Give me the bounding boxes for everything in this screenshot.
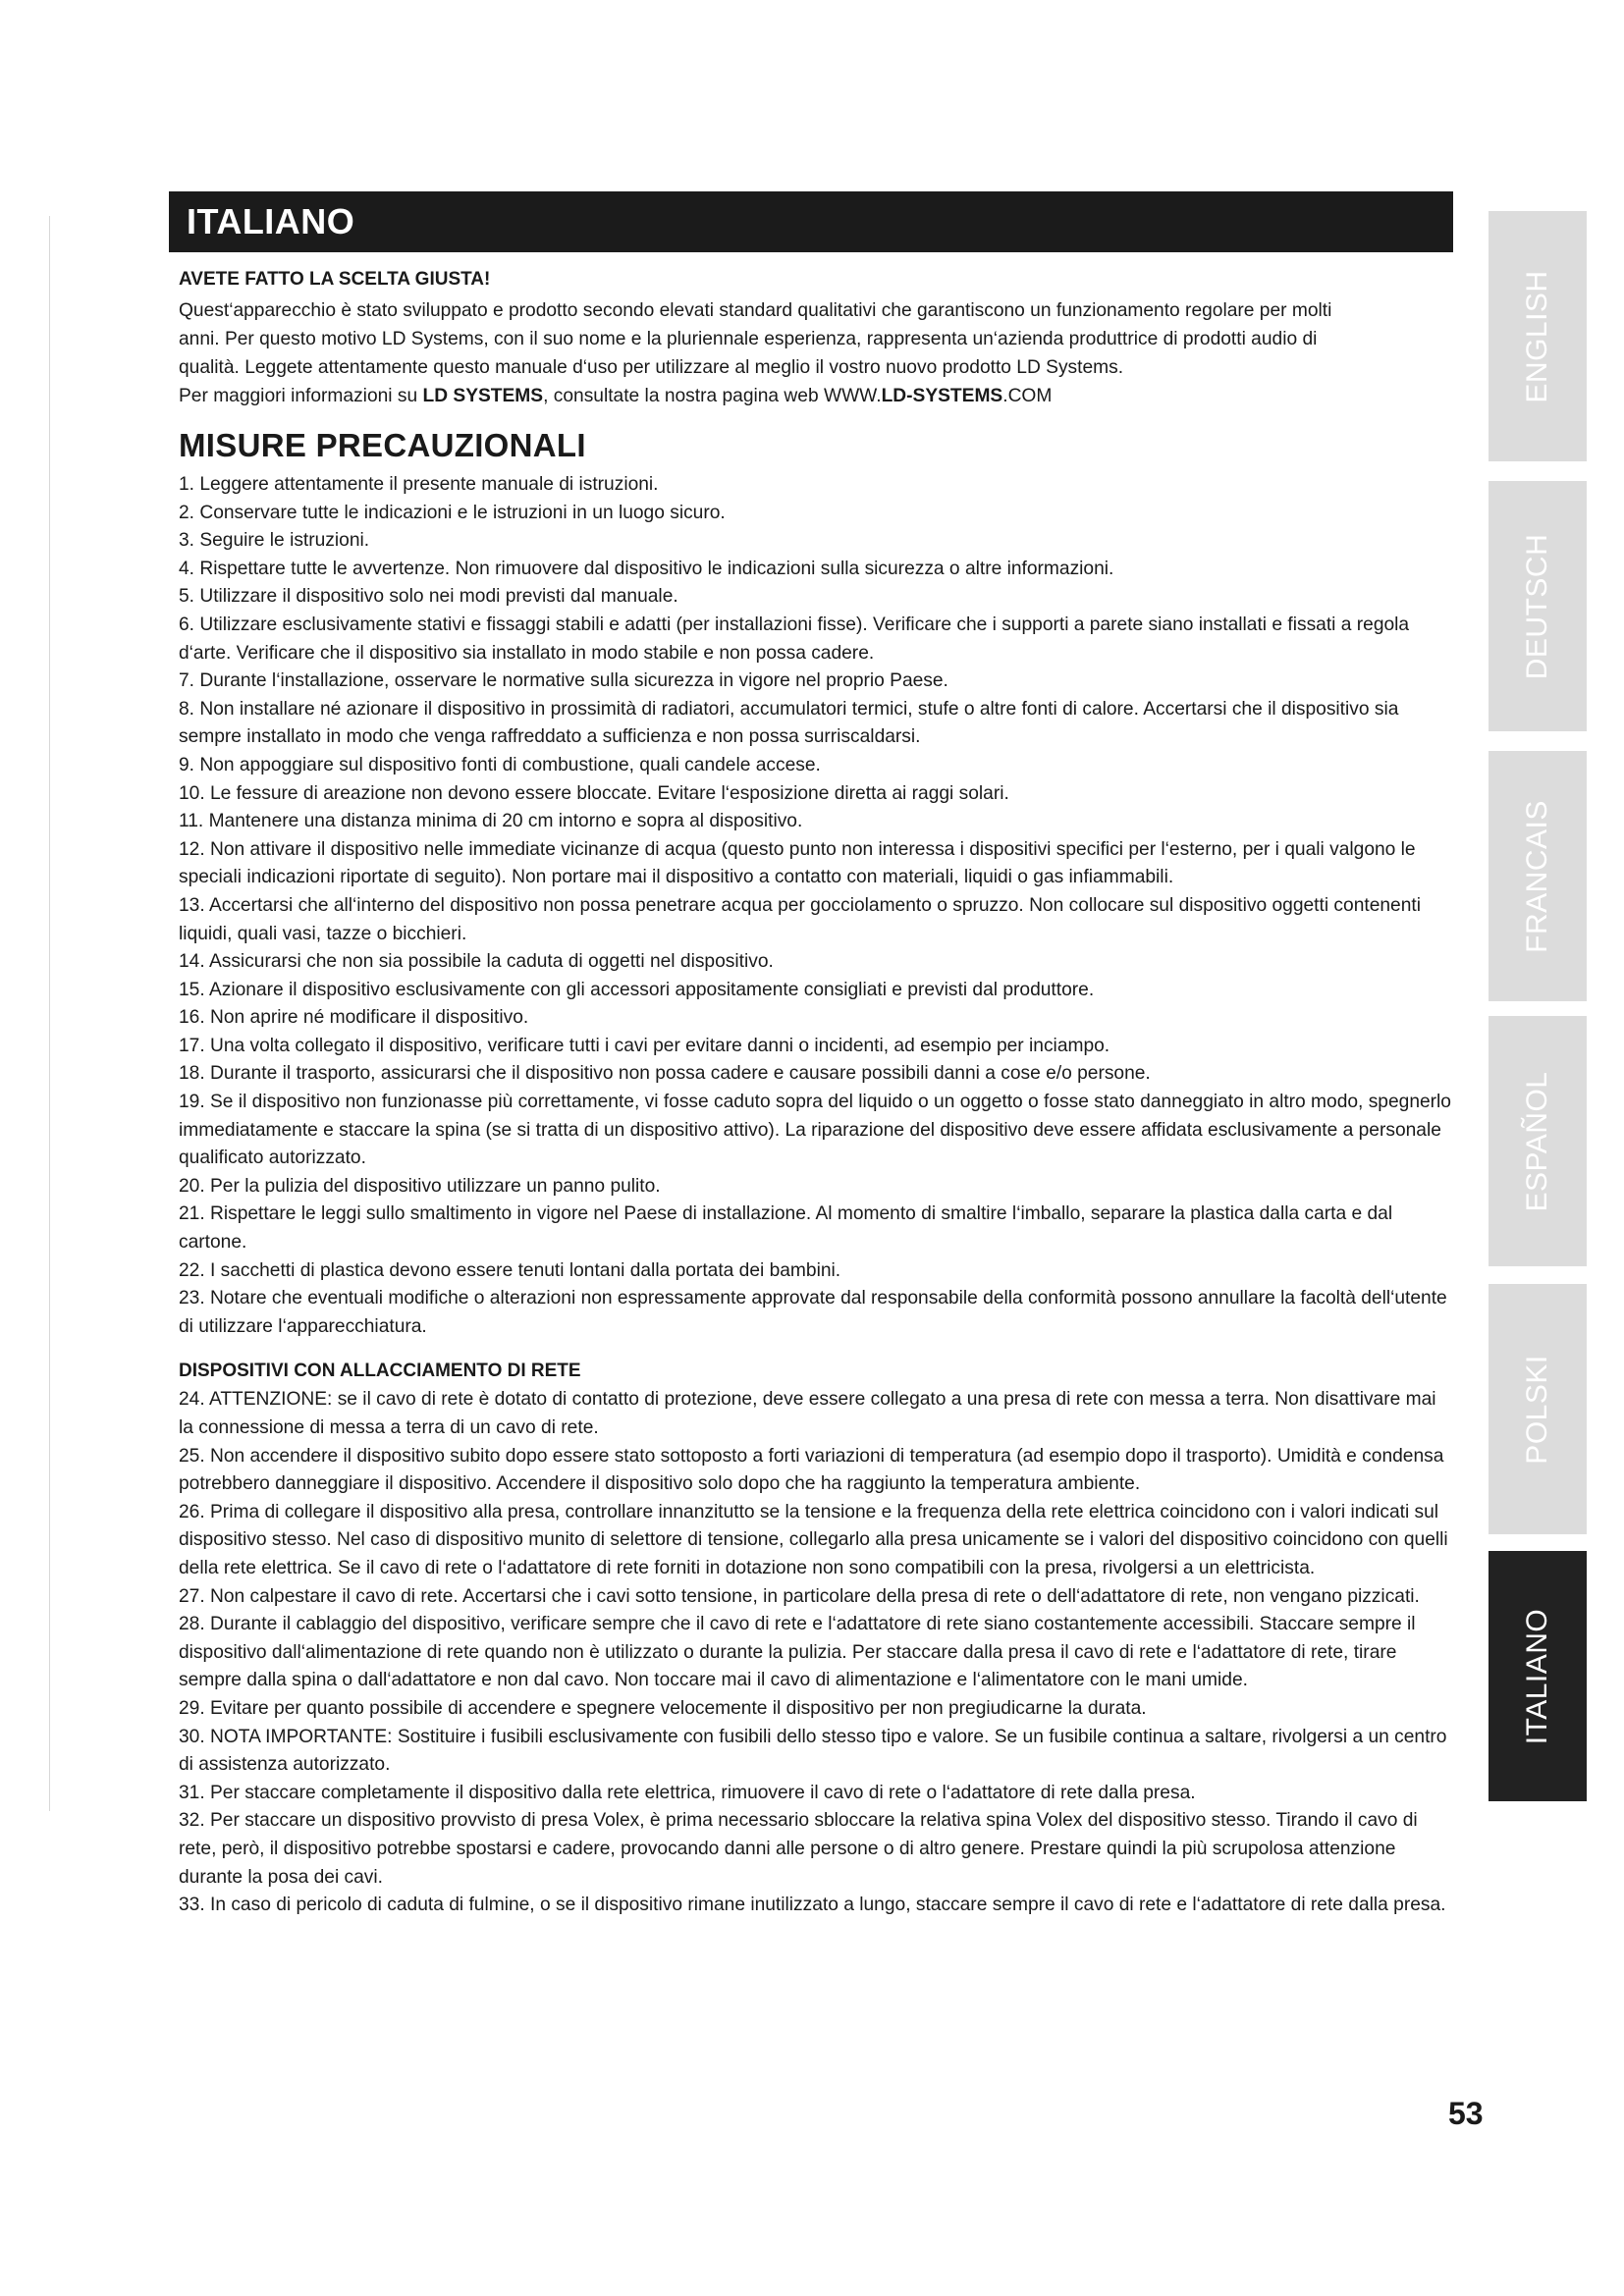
list-item: 25. Non accendere il dispositivo subito dopo essere stato sottoposto a forti variazioni di temperatura (ad esempio dopo il trasporto). Umidità e condensa potrebbero danneggiare il dispositivo. Accendere il dispositivo solo dopo che ha raggiunto la temperatura ambiente. <box>179 1445 1444 1495</box>
main-content <box>179 267 1455 1920</box>
info-prefix: Per maggiori informazioni su <box>179 386 423 406</box>
tab-english[interactable] <box>1489 211 1587 461</box>
intro-line: Quest‘apparecchio è stato sviluppato e prodotto secondo elevati standard qualitativi che garantiscono un funzionamento regolare per molti <box>179 300 1332 321</box>
mains-list <box>179 1386 1455 1919</box>
tab-francais[interactable] <box>1489 751 1587 1001</box>
list-item: 16. Non aprire né modificare il dispositivo. <box>179 1007 529 1029</box>
list-item: 23. Notare che eventuali modifiche o alterazioni non espressamente approvate dal responsabile della conformità possono annullare la facoltà dell‘utente di utilizzare l‘apparecchiatura. <box>179 1288 1447 1337</box>
list-item: 31. Per staccare completamente il dispositivo dalla rete elettrica, rimuovere il cavo di rete o l‘adattatore di rete dalla presa. <box>179 1782 1196 1803</box>
list-item: 21. Rispettare le leggi sullo smaltimento in vigore nel Paese di installazione. Al momento di smaltire l‘imballo, separare la plastica dalla carta e dal cartone. <box>179 1203 1393 1254</box>
language-header: ITALIANO <box>169 191 1453 252</box>
list-item: 4. Rispettare tutte le avvertenze. Non rimuovere dal dispositivo le indicazioni sulla sicurezza o altre informazioni. <box>179 558 1114 579</box>
list-item: 30. NOTA IMPORTANTE: Sostituire i fusibili esclusivamente con fusibili dello stesso tipo e valore. Se un fusibile continua a saltare, rivolgersi a un centro di assistenza autorizzato. <box>179 1726 1447 1776</box>
list-item: 1. Leggere attentamente il presente manuale di istruzioni. <box>179 474 659 495</box>
brand-name: LD SYSTEMS <box>422 386 544 406</box>
tab-label: DEUTSCH <box>1521 533 1553 679</box>
list-item: 24. ATTENZIONE: se il cavo di rete è dotato di contatto di protezione, deve essere collegato a una presa di rete con messa a terra. Non disattivare mai la connessione di messa a terra di un cavo di rete. <box>179 1389 1436 1438</box>
intro-line: qualità. Leggete attentamente questo manuale d‘uso per utilizzare al meglio il vostro nuovo prodotto LD Systems. <box>179 357 1124 378</box>
tab-label: ITALIANO <box>1521 1608 1553 1744</box>
intro-section <box>179 267 1455 410</box>
intro-paragraph <box>179 296 1455 410</box>
list-item: 18. Durante il trasporto, assicurarsi che il dispositivo non possa cadere e causare possibili danni a cose e/o persone. <box>179 1063 1151 1085</box>
page-margin-rule <box>49 216 50 1811</box>
info-line <box>179 382 1455 410</box>
tab-label: ENGLISH <box>1521 269 1553 403</box>
tab-label: FRANCAIS <box>1521 799 1553 953</box>
tab-polski[interactable] <box>1489 1284 1587 1534</box>
list-item: 6. Utilizzare esclusivamente stativi e fissaggi stabili e adatti (per installazioni fisse). Verificare che i supporti a parete siano installati e fissati a regola d‘arte. Verificare che il dispositivo sia installato in modo stabile e non possa cadere. <box>179 614 1410 664</box>
list-item: 11. Mantenere una distanza minima di 20 cm intorno e sopra al dispositivo. <box>179 811 803 832</box>
intro-line: anni. Per questo motivo LD Systems, con il suo nome e la pluriennale esperienza, rappresenta un‘azienda produttrice di prodotti audio di <box>179 329 1318 349</box>
list-item: 15. Azionare il dispositivo esclusivamente con gli accessori appositamente consigliati e previsti dal produttore. <box>179 979 1095 1000</box>
list-item: 17. Una volta collegato il dispositivo, verificare tutti i cavi per evitare danni o incidenti, ad esempio per inciampo. <box>179 1035 1110 1056</box>
mains-heading: DISPOSITIVI CON ALLACCIAMENTO DI RETE <box>179 1361 581 1382</box>
precautions-heading: MISURE PRECAUZIONALI <box>179 427 586 463</box>
list-item: 10. Le fessure di areazione non devono essere bloccate. Evitare l‘esposizione diretta ai raggi solari. <box>179 782 1009 804</box>
list-item: 3. Seguire le istruzioni. <box>179 530 370 552</box>
list-item: 7. Durante l‘installazione, osservare le normative sulla sicurezza in vigore nel proprio Paese. <box>179 670 948 692</box>
list-item: 8. Non installare né azionare il dispositivo in prossimità di radiatori, accumulatori termici, stufe o altre fonti di calore. Accertarsi che il dispositivo sia sempre installato in modo che venga raffreddato a sufficienza e non possa surriscaldarsi. <box>179 698 1399 748</box>
list-item: 13. Accertarsi che all‘interno del dispositivo non possa penetrare acqua per gocciolamento o spruzzo. Non collocare sul dispositivo oggetti contenenti liquidi, quali vasi, tazze o bicchieri. <box>179 894 1421 944</box>
list-item: 33. In caso di pericolo di caduta di fulmine, o se il dispositivo rimane inutilizzato a lungo, staccare sempre il cavo di rete e l‘adattatore di rete dalla presa. <box>179 1895 1446 1916</box>
tab-label: ESPAÑOL <box>1521 1071 1553 1211</box>
precautions-list <box>179 471 1455 1341</box>
intro-heading: AVETE FATTO LA SCELTA GIUSTA! <box>179 269 491 290</box>
list-item: 12. Non attivare il dispositivo nelle immediate vicinanze di acqua (questo punto non interessa i dispositivi specifici per l‘esterno, per i quali valgono le speciali indicazioni riportate di seguito). Non portare mai il dispositivo a contatto con materiali, liquidi o gas infiammabili. <box>179 838 1416 888</box>
tab-italiano[interactable] <box>1489 1551 1587 1801</box>
list-item: 32. Per staccare un dispositivo provvisto di presa Volex, è prima necessario sbloccare la relativa spina Volex del dispositivo stesso. Tirando il cavo di rete, però, il dispositivo potrebbe spostarsi e cadere, provocando danni alle persone o di altro genere. Prestare quindi la più scrupolosa attenzione durante la posa dei cavi. <box>179 1810 1418 1888</box>
web-brand: LD-SYSTEMS <box>881 386 1003 406</box>
list-item: 20. Per la pulizia del dispositivo utilizzare un panno pulito. <box>179 1175 661 1197</box>
tab-espanol[interactable] <box>1489 1016 1587 1266</box>
page-number: 53 <box>1448 2096 1484 2131</box>
tab-deutsch[interactable] <box>1489 481 1587 731</box>
list-item: 9. Non appoggiare sul dispositivo fonti di combustione, quali candele accese. <box>179 754 821 775</box>
list-item: 19. Se il dispositivo non funzionasse più correttamente, vi fosse caduto sopra del liquido o un oggetto o fosse stato danneggiato in altro modo, spegnerlo immediatamente e staccare la spina (se si tratta di un dispositivo attivo). La riparazione del dispositivo deve essere affidata esclusivamente a personale qualificato autorizzato. <box>179 1092 1451 1169</box>
list-item: 2. Conservare tutte le indicazioni e le istruzioni in un luogo sicuro. <box>179 502 726 523</box>
list-item: 28. Durante il cablaggio del dispositivo, verificare sempre che il cavo di rete e l‘adattatore di rete siano costantemente accessibili. Staccare sempre il dispositivo dall‘alimentazione di rete quando non è utilizzato o durante la pulizia. Per staccare dalla presa il cavo di rete e l‘adattatore di rete, tirare sempre dalla spina o dall‘adattatore e non dal cavo. Non toccare mai il cavo di alimentazione e l‘alimentatore con le mani umide. <box>179 1614 1416 1691</box>
list-item: 5. Utilizzare il dispositivo solo nei modi previsti dal manuale. <box>179 586 678 608</box>
info-middle: , consultate la nostra pagina web WWW. <box>543 386 882 406</box>
list-item: 22. I sacchetti di plastica devono essere tenuti lontani dalla portata dei bambini. <box>179 1259 841 1281</box>
tab-label: POLSKI <box>1521 1354 1553 1465</box>
list-item: 29. Evitare per quanto possibile di accendere e spegnere velocemente il dispositivo per non pregiudicarne la durata. <box>179 1697 1147 1719</box>
info-suffix: .COM <box>1002 386 1053 406</box>
list-item: 26. Prima di collegare il dispositivo alla presa, controllare innanzitutto se la tensione e la frequenza della rete elettrica coincidono con i valori indicati sul dispositivo stesso. Nel caso di dispositivo munito di selettore di tensione, collegarlo alla presa unicamente se i valori del dispositivo coincidono con quelli della rete elettrica. Se il cavo di rete o l‘adattatore di rete forniti in dotazione non sono compatibili con la presa, rivolgersi a un elettricista. <box>179 1501 1448 1578</box>
list-item: 27. Non calpestare il cavo di rete. Accertarsi che i cavi sotto tensione, in particolare della presa di rete o dell‘adattatore di rete, non vengano pizzicati. <box>179 1585 1420 1607</box>
list-item: 14. Assicurarsi che non sia possibile la caduta di oggetti nel dispositivo. <box>179 951 774 973</box>
